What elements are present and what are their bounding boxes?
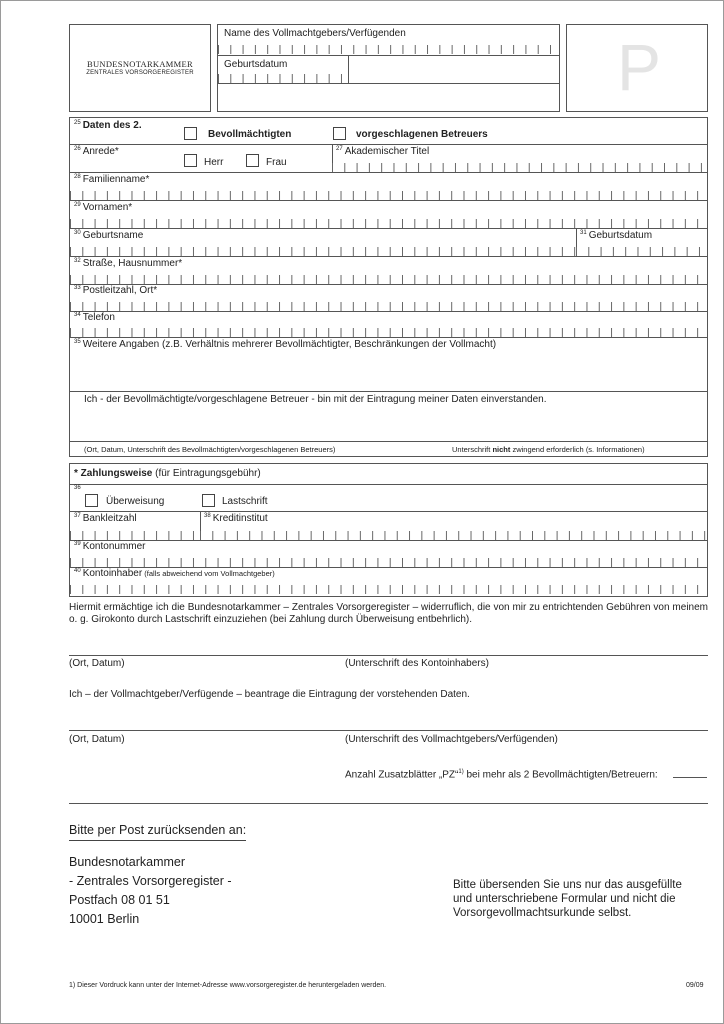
logo-line1: BUNDESNOTARKAMMER — [87, 59, 193, 69]
geburtsdatum2-label: Geburtsdatum — [588, 230, 653, 241]
checkbox-lastschrift[interactable] — [202, 494, 215, 507]
inhaber-input[interactable] — [70, 585, 707, 594]
footer-version: 09/09 — [686, 982, 704, 989]
signature-line-1[interactable] — [69, 655, 708, 656]
name-input[interactable] — [218, 45, 559, 54]
geburtsname-input[interactable] — [70, 247, 576, 256]
checkbox-ueberweisung[interactable] — [85, 494, 98, 507]
geburtsdatum2-input[interactable] — [576, 247, 707, 256]
name-label: Name des Vollmachtgebers/Verfügenden — [224, 28, 406, 39]
principal-box — [217, 24, 560, 112]
label-frau: Frau — [266, 157, 287, 168]
divider — [69, 803, 708, 804]
anrede-label: Anrede* — [82, 146, 119, 157]
geburtsname-label: Geburtsname — [82, 230, 144, 241]
weitere-label: Weitere Angaben (z.B. Verhältnis mehrerer Bevollmächtigter, Beschränkungen der Vollmacht) — [82, 339, 497, 350]
blz-label: Bankleitzahl — [82, 513, 137, 524]
extra-sheets-field[interactable] — [673, 777, 707, 778]
label-herr: Herr — [204, 157, 224, 168]
birth-label: Geburtsdatum — [224, 59, 288, 70]
stamp-box — [566, 24, 708, 112]
konto-label: Kontonummer — [82, 541, 146, 552]
institut-label: Kreditinstitut — [212, 513, 268, 524]
consent-text: Ich - der Bevollmächtigte/vorgeschlagene Betreuer - bin mit der Eintragung meiner Daten einverstanden. — [84, 394, 547, 405]
checkbox-betreuer[interactable] — [333, 127, 346, 140]
plz-label: Postleitzahl, Ort* — [82, 285, 158, 296]
familienname-label: Familienname* — [82, 174, 150, 185]
familienname-input[interactable] — [70, 191, 707, 200]
label-ueberweisung: Überweisung — [106, 496, 165, 507]
extra-sheets-label: Anzahl Zusatzblätter „PZ“$^{1)}$ bei mehr als 2 Bevollmächtigten/Betreuern: — [345, 769, 658, 781]
sig1-right-caption: (Unterschrift des Kontoinhabers) — [345, 658, 489, 669]
vornamen-input[interactable] — [70, 219, 707, 228]
signature-caption-left: (Ort, Datum, Unterschrift des Bevollmächtigten/vorgeschlagenen Betreuers) — [84, 445, 336, 454]
titel-input[interactable] — [332, 163, 707, 172]
signature-caption-right: Unterschrift nicht zwingend erforderlich (s. Informationen) — [452, 445, 645, 454]
telefon-input[interactable] — [70, 328, 707, 337]
logo-box — [69, 24, 211, 112]
label-bevollmaechtigter: Bevollmächtigten — [208, 129, 292, 140]
payment-title: * Zahlungsweise (für Eintragungsgebühr) — [74, 468, 261, 479]
strasse-label: Straße, Hausnummer* — [82, 258, 183, 269]
weitere-input[interactable] — [70, 351, 707, 391]
label-lastschrift: Lastschrift — [222, 496, 268, 507]
titel-label: Akademischer Titel — [344, 146, 430, 157]
sig2-left-caption: (Ort, Datum) — [69, 734, 125, 745]
return-address: Bundesnotarkammer - Zentrales Vorsorgeregister - Postfach 08 01 51 10001 Berlin — [69, 855, 232, 926]
logo-line2: ZENTRALES VORSORGEREGISTER — [86, 70, 194, 76]
checkbox-frau[interactable] — [246, 154, 259, 167]
return-note: Bitte übersenden Sie uns nur das ausgefüllte und unterschriebene Formular und nicht die Vorsorgevollmachtsurkunde selbst. — [453, 879, 682, 919]
strasse-input[interactable] — [70, 275, 707, 284]
sig1-left-caption: (Ort, Datum) — [69, 658, 125, 669]
konto-input[interactable] — [70, 558, 707, 567]
vornamen-label: Vornamen* — [82, 202, 133, 213]
footer-note: 1) Dieser Vordruck kann unter der Internet-Adresse www.vorsorgeregister.de heruntergeladen werden. — [69, 982, 387, 989]
consent-signature-field[interactable] — [70, 408, 707, 440]
checkbox-bevollmaechtigter[interactable] — [184, 127, 197, 140]
telefon-label: Telefon — [82, 312, 115, 323]
institut-input[interactable] — [200, 531, 707, 540]
checkbox-herr[interactable] — [184, 154, 197, 167]
blz-input[interactable] — [70, 531, 200, 540]
birth-input[interactable] — [218, 74, 348, 83]
return-heading: Bitte per Post zurücksenden an: — [69, 823, 246, 841]
inhaber-label: Kontoinhaber — [82, 568, 143, 579]
authorization-text: Hiermit ermächtige ich die Bundesnotarkammer – Zentrales Vorsorgeregister – widerruflich, die von mir zu entrichtenden Gebühren von meinem o. g. Girokonto durch Lastschrift einzuziehen (bei Zahlung durch Überweisung entbehrlich). — [69, 602, 708, 625]
plz-input[interactable] — [70, 302, 707, 311]
stamp-letter: P — [617, 30, 662, 104]
request-text: Ich – der Vollmachtgeber/Verfügende – beantrage die Eintragung der vorstehenden Daten. — [69, 689, 470, 700]
signature-line-2[interactable] — [69, 730, 708, 731]
label-betreuer: vorgeschlagenen Betreuers — [356, 129, 488, 140]
section-title: Daten des 2. — [82, 120, 142, 131]
section-payment: * Zahlungsweise (für Eintragungsgebühr) $^{36}$ Überweisung Lastschrift $^{37}$ Bankleitzahl $^{38}$ Kreditinstitut $^{39}$ Kontonummer $^{40}$ Kontoinhaber (falls abweichend vom Vollmachtgeber) — [69, 463, 708, 597]
section-second-agent: $^{25}$ Daten des 2. Bevollmächtigten vorgeschlagenen Betreuers $^{26}$ Anrede* Herr Frau $^{27}$ Akademischer Titel $^{28}$ Familienname* $^{29}$ Vornamen* $^{30}$ Geburtsname $^{31}$ Geburtsdatum $^{32}$ Straße, Hausnummer* $^{33}$ Postleitzahl, Ort* $^{34}$ Telefon $^{35}$ Weitere Angaben (z.B. Verhältnis mehrerer Bevollmächtigter, Beschränkungen der Vollmacht) Ich - der Bevollmächtigte/vorgeschlagene Betreuer - bin mit der Eintragung meiner Daten einverstanden. (Ort, Datum, Unterschrift des Bevollmächtigten/vorgeschlagenen Betreuers) Unterschrift nicht zwingend erforderlich (s. Informationen) — [69, 117, 708, 457]
sig2-right-caption: (Unterschrift des Vollmachtgebers/Verfügenden) — [345, 734, 558, 745]
